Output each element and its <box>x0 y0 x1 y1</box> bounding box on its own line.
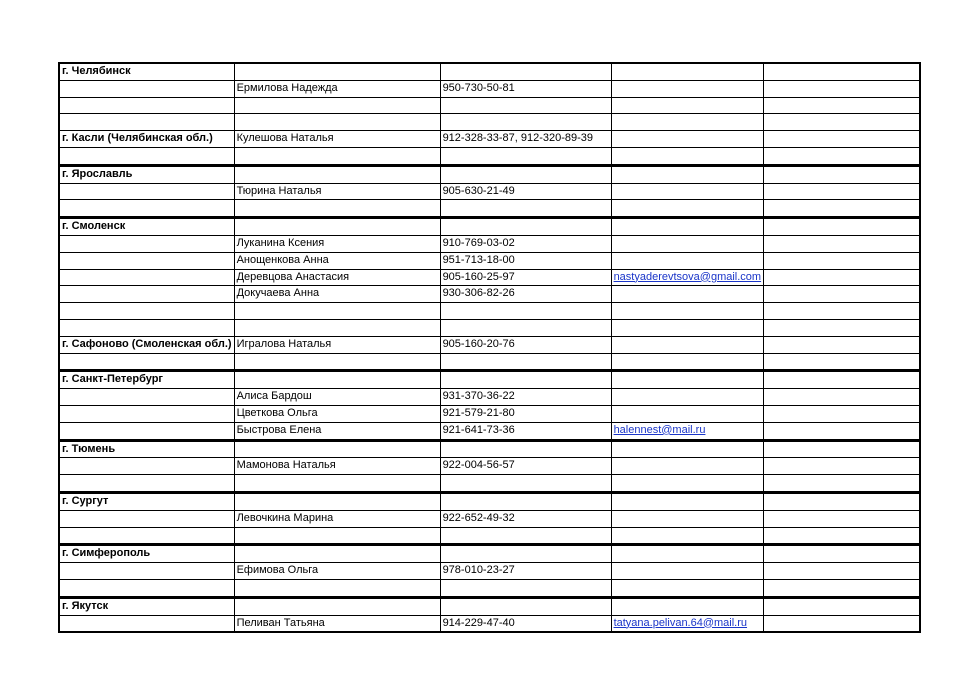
name-cell <box>234 527 440 545</box>
email-cell <box>611 353 764 371</box>
name-cell: Анощенкова Анна <box>234 252 440 269</box>
name-cell <box>234 353 440 371</box>
city-header-row <box>59 131 920 148</box>
name-cell: Быстрова Елена <box>234 422 440 440</box>
email-cell <box>611 97 764 114</box>
city-cell <box>59 97 234 114</box>
email-cell <box>611 80 764 97</box>
empty-cell <box>764 545 920 563</box>
empty-cell <box>764 183 920 200</box>
email-cell <box>611 131 764 148</box>
phone-cell: 978-010-23-27 <box>440 563 611 580</box>
name-cell <box>234 165 440 183</box>
name-cell: Пеливан Татьяна <box>234 615 440 632</box>
city-header-row <box>59 597 920 615</box>
phone-cell: 930-306-82-26 <box>440 286 611 303</box>
name-cell <box>234 147 440 165</box>
phone-cell: 951-713-18-00 <box>440 252 611 269</box>
name-cell <box>234 579 440 597</box>
email-cell <box>611 615 764 632</box>
phone-cell <box>440 475 611 493</box>
city-cell: г. Санкт-Петербург <box>59 371 234 389</box>
empty-cell <box>764 597 920 615</box>
table-row <box>59 405 920 422</box>
email-cell <box>611 371 764 389</box>
email-link[interactable]: tatyana.pelivan.64@mail.ru <box>613 616 748 629</box>
empty-cell <box>764 252 920 269</box>
table-row <box>59 615 920 632</box>
city-cell: г. Челябинск <box>59 63 234 80</box>
phone-cell: 905-630-21-49 <box>440 183 611 200</box>
city-cell <box>59 183 234 200</box>
empty-cell <box>764 165 920 183</box>
empty-cell <box>764 615 920 632</box>
empty-cell <box>764 440 920 458</box>
name-cell: Ермилова Надежда <box>234 80 440 97</box>
phone-cell <box>440 545 611 563</box>
phone-cell: 950-730-50-81 <box>440 80 611 97</box>
name-cell: Кулешова Наталья <box>234 131 440 148</box>
phone-cell: 931-370-36-22 <box>440 389 611 406</box>
phone-cell: 905-160-25-97 <box>440 269 611 286</box>
city-cell <box>59 458 234 475</box>
city-cell: г. Симферополь <box>59 545 234 563</box>
phone-cell: 914-229-47-40 <box>440 615 611 632</box>
city-cell <box>59 147 234 165</box>
phone-cell <box>440 353 611 371</box>
phone-cell: 910-769-03-02 <box>440 235 611 252</box>
empty-cell <box>764 114 920 131</box>
email-cell <box>611 510 764 527</box>
email-link[interactable]: nastyaderevtsova@gmail.com <box>613 270 762 283</box>
name-cell <box>234 63 440 80</box>
empty-cell <box>764 579 920 597</box>
email-cell <box>611 563 764 580</box>
name-cell: Мамонова Наталья <box>234 458 440 475</box>
empty-cell <box>764 371 920 389</box>
name-cell <box>234 114 440 131</box>
phone-cell <box>440 218 611 236</box>
empty-cell <box>764 458 920 475</box>
city-cell <box>59 405 234 422</box>
empty-cell <box>764 527 920 545</box>
city-header-row <box>59 371 920 389</box>
phone-cell <box>440 147 611 165</box>
city-cell <box>59 303 234 320</box>
name-cell <box>234 303 440 320</box>
contacts-table <box>58 62 921 633</box>
email-cell <box>611 252 764 269</box>
email-cell <box>611 405 764 422</box>
city-header-row <box>59 63 920 80</box>
city-cell <box>59 80 234 97</box>
email-cell <box>611 303 764 320</box>
name-cell <box>234 200 440 218</box>
email-cell <box>611 336 764 353</box>
phone-cell <box>440 165 611 183</box>
email-cell <box>611 286 764 303</box>
phone-cell: 921-641-73-36 <box>440 422 611 440</box>
city-cell <box>59 389 234 406</box>
phone-cell <box>440 492 611 510</box>
table-row <box>59 527 920 545</box>
name-cell <box>234 218 440 236</box>
table-row <box>59 458 920 475</box>
table-row <box>59 353 920 371</box>
city-cell: г. Якутск <box>59 597 234 615</box>
phone-cell <box>440 440 611 458</box>
city-cell <box>59 269 234 286</box>
phone-cell <box>440 371 611 389</box>
empty-cell <box>764 97 920 114</box>
city-header-row <box>59 492 920 510</box>
city-cell: г. Тюмень <box>59 440 234 458</box>
city-cell <box>59 319 234 336</box>
city-cell <box>59 252 234 269</box>
empty-cell <box>764 286 920 303</box>
email-cell <box>611 579 764 597</box>
phone-cell <box>440 527 611 545</box>
email-cell <box>611 440 764 458</box>
table-row <box>59 319 920 336</box>
city-header-row <box>59 218 920 236</box>
email-cell <box>611 545 764 563</box>
name-cell <box>234 371 440 389</box>
email-cell <box>611 269 764 286</box>
city-cell <box>59 114 234 131</box>
city-cell <box>59 422 234 440</box>
email-cell <box>611 165 764 183</box>
email-cell <box>611 183 764 200</box>
phone-cell: 922-004-56-57 <box>440 458 611 475</box>
empty-cell <box>764 405 920 422</box>
email-cell <box>611 458 764 475</box>
name-cell <box>234 545 440 563</box>
empty-cell <box>764 303 920 320</box>
empty-cell <box>764 63 920 80</box>
name-cell <box>234 475 440 493</box>
table-row <box>59 303 920 320</box>
empty-cell <box>764 131 920 148</box>
phone-cell: 905-160-20-76 <box>440 336 611 353</box>
city-cell <box>59 527 234 545</box>
city-cell <box>59 510 234 527</box>
phone-cell <box>440 319 611 336</box>
table-row <box>59 286 920 303</box>
name-cell: Цветкова Ольга <box>234 405 440 422</box>
name-cell <box>234 492 440 510</box>
city-cell: г. Смоленск <box>59 218 234 236</box>
city-cell: г. Сафоново (Смоленская обл.) <box>59 336 234 353</box>
email-cell <box>611 527 764 545</box>
empty-cell <box>764 475 920 493</box>
empty-cell <box>764 492 920 510</box>
email-link[interactable]: halennest@mail.ru <box>613 423 706 436</box>
empty-cell <box>764 563 920 580</box>
phone-cell <box>440 579 611 597</box>
email-cell <box>611 63 764 80</box>
empty-cell <box>764 389 920 406</box>
email-cell <box>611 218 764 236</box>
name-cell <box>234 319 440 336</box>
name-cell <box>234 97 440 114</box>
email-cell <box>611 235 764 252</box>
empty-cell <box>764 80 920 97</box>
table-row <box>59 475 920 493</box>
city-header-row <box>59 336 920 353</box>
phone-cell <box>440 114 611 131</box>
empty-cell <box>764 269 920 286</box>
city-header-row <box>59 545 920 563</box>
email-cell <box>611 114 764 131</box>
empty-cell <box>764 200 920 218</box>
name-cell: Луканина Ксения <box>234 235 440 252</box>
city-header-row <box>59 165 920 183</box>
empty-cell <box>764 353 920 371</box>
table-row <box>59 252 920 269</box>
empty-cell <box>764 147 920 165</box>
table-row <box>59 579 920 597</box>
empty-cell <box>764 422 920 440</box>
name-cell: Алиса Бардош <box>234 389 440 406</box>
table-row <box>59 510 920 527</box>
table-row <box>59 80 920 97</box>
email-cell <box>611 389 764 406</box>
table-row <box>59 200 920 218</box>
contacts-table-body <box>59 63 920 632</box>
email-cell <box>611 319 764 336</box>
name-cell: Левочкина Марина <box>234 510 440 527</box>
city-cell <box>59 579 234 597</box>
name-cell: Игралова Наталья <box>234 336 440 353</box>
city-cell <box>59 235 234 252</box>
city-cell <box>59 563 234 580</box>
phone-cell <box>440 97 611 114</box>
table-row <box>59 147 920 165</box>
name-cell: Деревцова Анастасия <box>234 269 440 286</box>
city-cell <box>59 615 234 632</box>
email-cell <box>611 492 764 510</box>
email-cell <box>611 475 764 493</box>
phone-cell: 921-579-21-80 <box>440 405 611 422</box>
table-row <box>59 235 920 252</box>
empty-cell <box>764 235 920 252</box>
name-cell: Тюрина Наталья <box>234 183 440 200</box>
phone-cell: 912-328-33-87, 912-320-89-39 <box>440 131 611 148</box>
table-row <box>59 97 920 114</box>
phone-cell <box>440 303 611 320</box>
city-cell <box>59 475 234 493</box>
name-cell: Ефимова Ольга <box>234 563 440 580</box>
email-cell <box>611 422 764 440</box>
table-row <box>59 563 920 580</box>
city-cell: г. Ярославль <box>59 165 234 183</box>
phone-cell: 922-652-49-32 <box>440 510 611 527</box>
phone-cell <box>440 200 611 218</box>
contacts-sheet <box>58 62 921 633</box>
name-cell <box>234 440 440 458</box>
email-cell <box>611 597 764 615</box>
phone-cell <box>440 597 611 615</box>
table-row <box>59 114 920 131</box>
email-cell <box>611 147 764 165</box>
table-row <box>59 389 920 406</box>
name-cell <box>234 597 440 615</box>
empty-cell <box>764 336 920 353</box>
table-row <box>59 183 920 200</box>
phone-cell <box>440 63 611 80</box>
empty-cell <box>764 218 920 236</box>
name-cell: Докучаева Анна <box>234 286 440 303</box>
city-cell <box>59 353 234 371</box>
empty-cell <box>764 319 920 336</box>
email-cell <box>611 200 764 218</box>
table-row <box>59 269 920 286</box>
city-cell <box>59 286 234 303</box>
city-header-row <box>59 440 920 458</box>
empty-cell <box>764 510 920 527</box>
city-cell: г. Сургут <box>59 492 234 510</box>
city-cell: г. Касли (Челябинская обл.) <box>59 131 234 148</box>
city-cell <box>59 200 234 218</box>
table-row <box>59 422 920 440</box>
